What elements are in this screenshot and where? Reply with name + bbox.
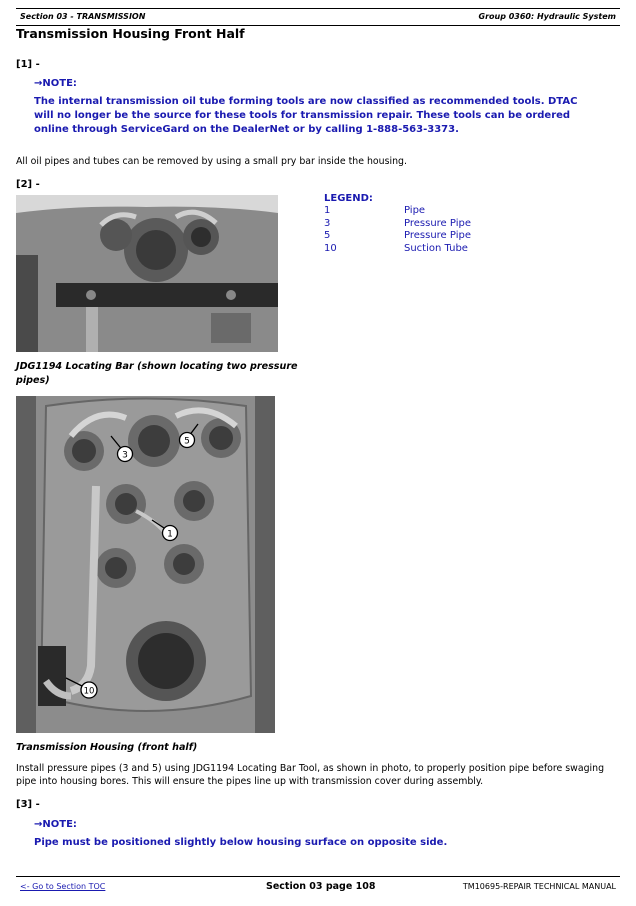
callout-1-label: 1 [167,529,173,540]
step-2-label: [2] - [16,179,40,190]
page-footer [16,876,620,897]
legend-description: Suction Tube [404,242,468,254]
locating-bar-photo [16,195,278,352]
legend-number: 1 [324,205,331,216]
callout-10-label: 10 [83,686,95,697]
section-label: Section 03 - TRANSMISSION [20,12,146,21]
callout-3-label: 3 [122,450,128,461]
step-1-text: All oil pipes and tubes can be removed by using a small pry bar inside the housing. [16,156,407,167]
page-header [16,8,620,26]
photo-caption-housing: Transmission Housing (front half) [16,742,198,753]
legend-title: LEGEND: [324,193,373,204]
housing-photo [16,396,275,733]
step-2-text: Install pressure pipes (3 and 5) using JDG1194 Locating Bar Tool, as shown in photo, to properly position pipe before swaging pipe into housing bores. This will ensure the pipes line up with transmission cover during assembly. [16,763,605,787]
step-3-label: [3] - [16,799,40,810]
page-title: Transmission Housing Front Half [16,26,245,41]
step-1-label: [1] - [16,59,40,70]
step-3-note-text: Pipe must be positioned slightly below housing surface on opposite side. [34,837,448,848]
legend-number: 3 [324,217,331,229]
legend-number: 5 [324,230,331,241]
page-number: Section 03 page 108 [266,881,376,892]
legend-number: 10 [324,242,337,254]
legend-row [324,205,426,218]
photo-caption-locating-bar: JDG1194 Locating Bar (shown locating two pressure pipes) [16,361,298,386]
legend-description: Pressure Pipe [404,230,471,241]
legend [324,193,471,255]
legend-row [324,230,471,243]
group-label: Group 0360: Hydraulic System [478,12,616,21]
step-1-note-label: →NOTE: [34,78,77,89]
legend-row [324,217,471,231]
legend-row [324,242,468,256]
callout-5-label: 5 [184,436,190,447]
legend-description: Pressure Pipe [404,217,471,229]
step-1-note-text: The internal transmission oil tube forming tools are now classified as recommended tools. DTAC will no longer be the source for these tools for transmission repair. These tools can be ordered online through ServiceGard on the DealerNet or by calling 1-888-563-3373. [34,96,578,135]
section-toc-link[interactable]: <- Go to Section TOC [20,882,106,891]
step-3-note-label: →NOTE: [34,819,77,830]
manual-title: TM10695-REPAIR TECHNICAL MANUAL [462,882,616,891]
legend-description: Pipe [404,205,426,216]
